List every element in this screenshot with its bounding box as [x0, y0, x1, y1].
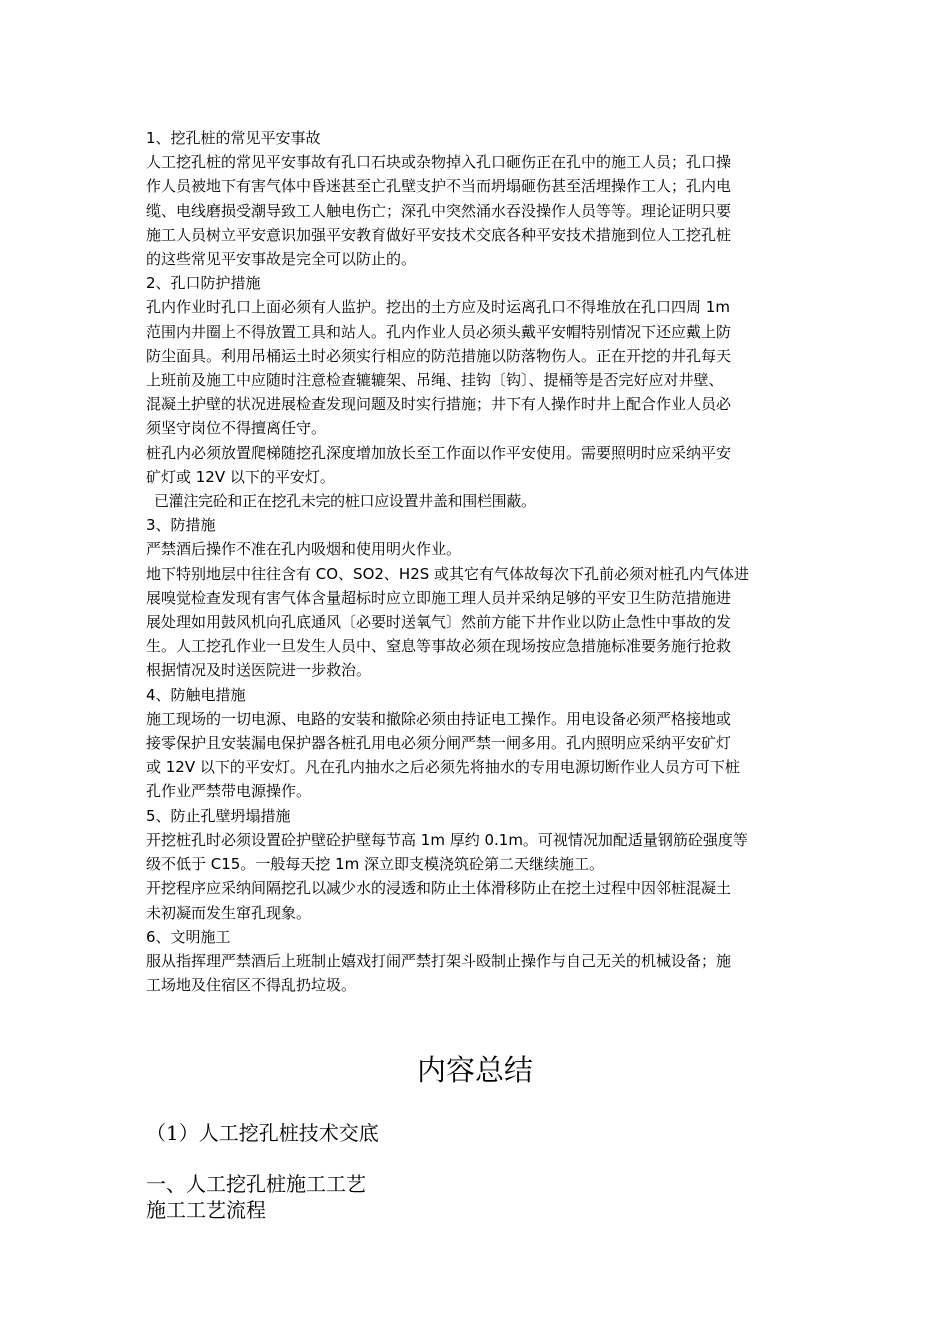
section-heading: 3、防措施: [146, 516, 216, 535]
paragraph-line: 人工挖孔桩的常见平安事故有孔口石块或杂物掉入孔口砸伤正在孔中的施工人员；孔口操: [146, 153, 732, 172]
document-body: [146, 126, 810, 997]
section-heading: 6、文明施工: [146, 927, 231, 946]
paragraph-line: 开挖桩孔时必须设置砼护壁砼护壁每节高 1m 厚约 0.1m。可视情况加配适量钢筋砼强度等: [146, 830, 748, 849]
paragraph-line: 作人员被地下有害气体中昏迷甚至亡孔壁支护不当而坍塌砸伤甚至活埋操作工人；孔内电: [146, 177, 732, 196]
paragraph-line: 孔内作业时孔口上面必须有人监护。挖出的土方应及时运离孔口不得堆放在孔口四周 1m: [146, 298, 730, 317]
section-heading: 5、防止孔壁坍塌措施: [146, 806, 291, 825]
paragraph-line: 开挖程序应采纳间隔挖孔以减少水的浸透和防止土体滑移防止在挖土过程中因邻桩混凝土: [146, 879, 732, 898]
paragraph-line: 缆、电线磨损受潮导致工人触电伤亡；深孔中突然涌水吞没操作人员等等。理论证明只要: [146, 201, 732, 220]
paragraph-line: 范围内井圈上不得放置工具和站人。孔内作业人员必须头戴平安帽特别情况下还应戴上防: [146, 322, 732, 341]
paragraph-line: 桩孔内必须放置爬梯随挖孔深度增加放长至工作面以作平安使用。需要照明时应采纳平安: [146, 443, 732, 462]
paragraph-line: 工场地及住宿区不得乱扔垃圾。: [146, 976, 357, 995]
summary-section-title: 一、人工挖孔桩施工工艺: [146, 1172, 366, 1196]
section-heading: 1、挖孔桩的常见平安事故: [146, 129, 321, 147]
paragraph-line: 矿灯或 12V 以下的平安灯。: [146, 467, 335, 486]
paragraph-line: 上班前及施工中应随时注意检查辘辘架、吊绳、挂钩〔钩〕、提桶等是否完好应对井壁、: [146, 371, 724, 390]
summary-subtitle: （1）人工挖孔桩技术交底: [146, 1121, 379, 1145]
paragraph-line: 的这些常见平安事故是完全可以防止的。: [146, 250, 417, 269]
section-heading: 2、孔口防护措施: [146, 274, 261, 293]
summary-section-subtitle: 施工工艺流程: [146, 1198, 266, 1222]
paragraph-line: 级不低于 C15。一般每天挖 1m 深立即支模浇筑砼第二天继续施工。: [146, 855, 605, 874]
paragraph-line: 生。人工挖孔作业一旦发生人员中、窒息等事故必须在现场按应急措施标准要务施行抢救: [146, 637, 732, 656]
section-heading: 4、防触电措施: [146, 685, 246, 704]
paragraph-line: 服从指挥理严禁酒后上班制止嬉戏打闹严禁打架斗殴制止操作与自己无关的机械设备；施: [146, 951, 732, 970]
summary-title: 内容总结: [416, 1053, 533, 1087]
paragraph-line: 地下特别地层中往往含有 CO、SO2、H2S 或其它有气体故每次下孔前必须对桩孔内气体进: [146, 564, 750, 583]
paragraph-line: 孔作业严禁带电源操作。: [146, 782, 312, 801]
paragraph-line: 施工人员树立平安意识加强平安教育做好平安技术交底各种平安技术措施到位人工挖孔桩: [146, 225, 732, 244]
paragraph-line: 接零保护且安装漏电保护器各桩孔用电必须分闸严禁一闸多用。孔内照明应采纳平安矿灯: [146, 734, 732, 753]
paragraph-line: 展处理如用鼓风机向孔底通风〔必要时送氧气〕然前方能下井作业以防止急性中事故的发: [146, 613, 732, 632]
paragraph-line: 防尘面具。利用吊桶运土时必须实行相应的防范措施以防落物伤人。正在开挖的井孔每天: [146, 346, 732, 365]
paragraph-line: 根据情况及时送医院进一步救治。: [146, 661, 372, 680]
paragraph-line: 展嗅觉检查发现有害气体含量超标时应立即施工理人员并采纳足够的平安卫生防范措施进: [146, 588, 732, 607]
paragraph-line: 未初凝而发生窜孔现象。: [146, 903, 312, 922]
paragraph-line: 混凝土护壁的状况进展检查发现问题及时实行措施；井下有人操作时井上配合作业人员必: [146, 395, 732, 414]
paragraph-line: 严禁酒后操作不准在孔内吸烟和使用明火作业。: [146, 540, 462, 559]
paragraph-line: 或 12V 以下的平安灯。凡在孔内抽水之后必须先将抽水的专用电源切断作业人员方可下桩: [146, 758, 740, 777]
paragraph-line: 施工现场的一切电源、电路的安装和撤除必须由持证电工操作。用电设备必须严格接地或: [146, 709, 732, 728]
paragraph-line: 须坚守岗位不得擅离任守。: [146, 419, 327, 438]
paragraph-line: 已灌注完砼和正在挖孔未完的桩口应设置井盖和围栏围蔽。: [154, 492, 536, 511]
